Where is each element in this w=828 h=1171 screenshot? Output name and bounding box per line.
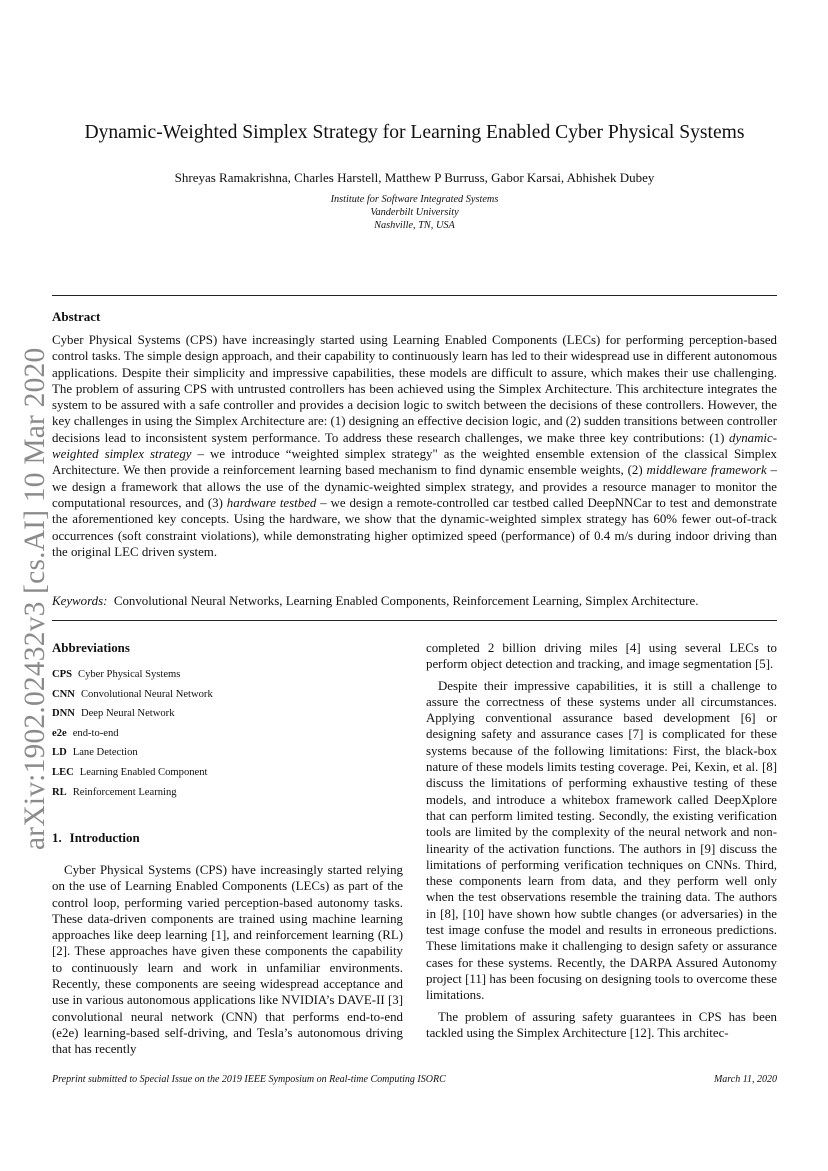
affiliation-location: Nashville, TN, USA	[374, 220, 455, 231]
footer-date: March 11, 2020	[713, 1074, 777, 1085]
abbreviation-definition: Reinforcement Learning	[72, 786, 177, 798]
abstract-text-part3: – we design a framework that allows the use of the dynamic-weighted simplex strategy, and provides a resource manager to monitor the computational resources, and (3)	[52, 463, 777, 510]
abbreviation-item	[52, 767, 403, 787]
keywords-text: Convolutional Neural Networks, Learning Enabled Components, Reinforcement Learning, Simplex Architecture.	[113, 594, 699, 608]
abbreviation-item	[52, 728, 403, 748]
introduction-body	[52, 862, 403, 1058]
author-list: Shreyas Ramakrishna, Charles Harstell, Matthew P Burruss, Gabor Karsai, Abhishek Dubey	[174, 170, 655, 185]
abbreviation-term: e2e	[52, 727, 67, 739]
arxiv-identifier-text[interactable]: arXiv:1902.02432v3 [cs.AI] 10 Mar 2020	[19, 347, 51, 850]
abbreviation-definition: Learning Enabled Component	[79, 766, 208, 778]
right-column-paragraph-simplex: The problem of assuring safety guarantees in CPS has been tackled using the Simplex Architecture [12]. This architec-	[426, 1009, 777, 1040]
abbreviation-item	[52, 689, 403, 709]
abbreviation-item	[52, 747, 403, 767]
abstract-top-rule	[52, 295, 777, 296]
abbreviation-definition: Convolutional Neural Network	[80, 688, 213, 700]
abstract-emphasis-strategy: dynamic-weighted simplex strategy	[52, 430, 777, 462]
abbreviation-term: DNN	[52, 708, 75, 720]
abbreviation-definition: end-to-end	[72, 727, 119, 739]
abbreviation-item	[52, 669, 403, 689]
right-column-paragraph-continued: completed 2 billion driving miles [4] using several LECs to perform object detection and tracking, and image segmentation [5].	[426, 641, 777, 672]
right-column	[426, 640, 777, 1046]
abstract-text-part1: Cyber Physical Systems (CPS) have increasingly started using Learning Enabled Components (LECs) for performing perception-based control tasks. The simple design approach, and their capability to continuously learn has led to their widespread use in different autonomous applications. Despite their simplicity and impressive capabilities, these models are difficult to assure, which makes their use challenging. The problem of assuring CPS with untrusted controllers has been achieved using the Simplex Architecture. This architecture integrates the system to be assured with a safe controller and provides a decision logic to switch between the decisions of these controllers. However, the key challenges in using the Simplex Architecture are: (1) designing an effective decision logic, and (2) sudden transitions between controller decisions lead to inconsistent system performance. To address these research challenges, we make three key contributions: (1)	[52, 333, 777, 445]
abstract-bottom-rule	[52, 620, 777, 621]
abbreviations-list	[52, 669, 403, 806]
abstract-emphasis-middleware: middleware framework	[646, 463, 767, 478]
section-title: Introduction	[69, 831, 140, 845]
abbreviation-definition: Cyber Physical Systems	[78, 669, 181, 680]
abstract-text-part4: – we design a remote-controlled car testbed called DeepNNCar to test and demonstrate the aforementioned key concepts. Using the hardware, we show that the dynamic-weighted simplex strategy has 60% fewer out-of-track occurrences (soft constraint violations), while demonstrating higher optimized speed (performance) of 0.4 m/s during indoor driving than the original LEC driven system.	[52, 495, 777, 559]
affiliation-block	[52, 193, 777, 232]
abbreviation-item	[52, 787, 403, 807]
abbreviation-term: LD	[52, 747, 67, 759]
abstract-heading: Abstract	[52, 309, 101, 324]
abbreviation-definition: Lane Detection	[72, 747, 138, 759]
abbreviations-heading: Abbreviations	[52, 641, 130, 655]
arxiv-identifier-stamp	[15, 347, 57, 850]
paper-title: Dynamic-Weighted Simplex Strategy for Learning Enabled Cyber Physical Systems	[84, 122, 745, 143]
abbreviation-term: CPS	[52, 669, 73, 680]
right-column-paragraph-assurance: Despite their impressive capabilities, it is still a challenge to assure the correctness of these systems under all circumstances. Applying conventional assurance based development [6] or designing safety and assurance cases [7] is complicated for these systems because of the following limitations: First, the black-box nature of these models limits testing coverage. Pei, Kexin, et al. [8] discuss the limitations of performing exhaustive testing of these models, and introduce a whitebox framework called DeepXplore that can perform limited testing. Secondly, the existing verification tools are limited by the complexity of the neural network and non-linearity of the activation functions. The authors in [9] discuss the limitations of performing verification techniques on CNNs. Third, these components learn from data, and they perform well only when the test observations resemble the training data. The authors in [8], [10] have shown how subtle changes (or adversaries) in the test image confuse the model and results in erroneous predictions. These limitations make it challenging to design safety or assurance cases for these systems. Recently, the DARPA Assured Autonomy project [11] has been focusing on designing tools to overcome these limitations.	[426, 678, 777, 1003]
introduction-paragraph: Cyber Physical Systems (CPS) have increasingly started relying on the use of Learning Enabled Components (LECs) as part of the control loop, performing varied perception-based autonomy tasks. These data-driven components are trained using machine learning approaches like deep learning [1], and reinforcement learning (RL) [2]. These approaches have given these components the capability to continuously learn and work in unfamiliar environments. Recently, these components are seeing widespread acceptance and use in various autonomous applications like NVIDIA’s DAVE-II [3] convolutional neural network (CNN) that performs end-to-end (e2e) learning-based self-driving, and Tesla’s autonomous driving that has recently	[52, 863, 403, 1057]
abbreviation-term: CNN	[52, 688, 75, 700]
introduction-heading	[52, 830, 140, 847]
section-number: 1.	[52, 831, 62, 845]
abstract-body	[52, 332, 777, 560]
abbreviation-term: RL	[52, 786, 67, 798]
keywords-line	[52, 593, 777, 609]
keywords-label: Keywords:	[52, 594, 108, 608]
abbreviation-item	[52, 708, 403, 728]
affiliation-institute: Institute for Software Integrated Systems	[330, 194, 499, 205]
left-column	[52, 640, 403, 806]
abstract-emphasis-testbed: hardware testbed	[226, 495, 317, 510]
abbreviation-term: LEC	[52, 766, 74, 778]
footer-submission-note: Preprint submitted to Special Issue on the 2019 IEEE Symposium on Real-time Computing ISORC	[52, 1074, 446, 1085]
affiliation-university: Vanderbilt University	[370, 207, 459, 218]
abstract-text-part2: – we introduce “weighted simplex strategy" as the weighted ensemble extension of the classical Simplex Architecture. We then provide a reinforcement learning based mechanism to find dynamic ensemble weights, (2)	[52, 447, 777, 478]
abbreviation-definition: Deep Neural Network	[80, 708, 175, 720]
